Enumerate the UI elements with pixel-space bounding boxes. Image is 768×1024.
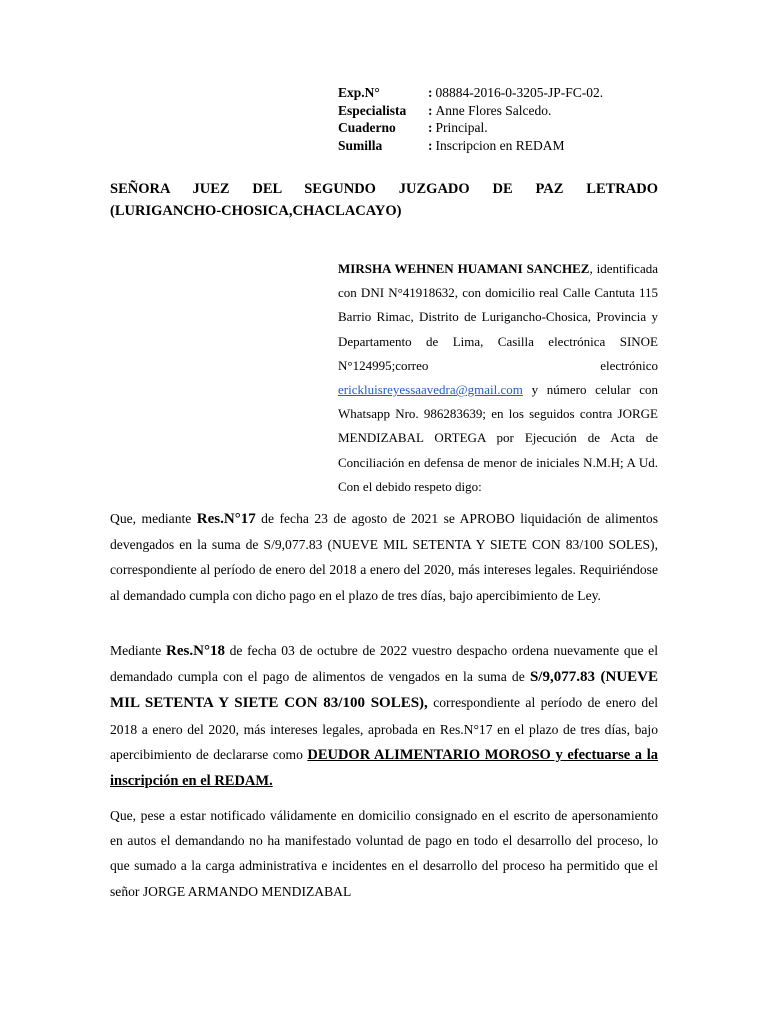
amount: S/9,077.83 (NUEVE MIL SETENTA Y SIETE CON 83/100 SOLES),	[110, 669, 659, 712]
addressee-line-2: (LURIGANCHO-CHOSICA,CHACLACAYO)	[110, 203, 402, 219]
header-value: Principal.	[435, 120, 488, 135]
p2-text-c: correspondiente al período de enero del 2018 a enero del 2020, más intereses legales, aprobada en Res.N°17 en el plazo de tres días, bajo apercibimiento de declararse como	[110, 695, 658, 762]
paragraph-1	[110, 506, 658, 608]
plaintiff-name: MIRSHA WEHNEN HUAMANI SANCHEZ	[338, 261, 590, 276]
header-label: Especialista	[338, 102, 407, 118]
paragraph-3	[110, 803, 658, 904]
header-label: Sumilla	[338, 137, 383, 153]
resolution-17: Res.N°17	[196, 511, 256, 527]
header-row-especialista	[338, 102, 603, 120]
header-value: Inscripcion en REDAM	[435, 137, 565, 153]
paragraph-2	[110, 638, 658, 794]
header-label: Cuaderno	[338, 120, 396, 135]
header-row-cuaderno	[338, 119, 603, 137]
party-introduction	[338, 257, 658, 499]
header-value: 08884-2016-0-3205-JP-FC-02.	[435, 85, 604, 100]
p2-text-b: de fecha 03 de octubre de 2022 vuestro despacho ordena nuevamente que el demandado cumpla con el pago de alimentos de vengados en la suma de	[110, 643, 658, 685]
header-separator: :	[428, 102, 433, 118]
header-separator: :	[428, 120, 433, 135]
party-text-b: y número celular con Whatsapp Nro. 986283639; en los seguidos contra JORGE MENDIZABAL ORTEGA por Ejecución de Acta de Conciliación en defensa de menor de iniciales N.M.H; A Ud. Con el debido respeto digo:	[338, 382, 658, 494]
header-value: Anne Flores Salcedo.	[435, 102, 552, 118]
addressee	[110, 178, 658, 222]
addressee-line-1: SEÑORA JUEZ DEL SEGUNDO JUZGADO DE PAZ LETRADO	[110, 181, 658, 197]
p1-text-b: de fecha 23 de agosto de 2021 se APROBO liquidación de alimentos devengados en la suma de S/9,077.83 (NUEVE MIL SETENTA Y SIETE CON 83/100 SOLES), correspondiente al período de enero del 2018 a enero del 2020, más intereses legales. Requiriéndose al demandado cumpla con dicho pago en el plazo de tres días, bajo apercibimiento de Ley.	[110, 511, 658, 603]
p2-text-a: Mediante	[110, 643, 167, 658]
header-row-exp	[338, 84, 603, 102]
header-separator: :	[428, 85, 433, 100]
party-text-a: , identificada con DNI N°41918632, con domicilio real Calle Cantuta 115 Barrio Rimac, Distrito de Lurigancho-Chosica, Provincia y Departamento de Lima, Casilla electrónica SINOE N°124995;correo electrónico	[338, 261, 658, 373]
header-label: Exp.N°	[338, 85, 380, 100]
debtor-emphasis: DEUDOR ALIMENTARIO MOROSO y efectuarse a la inscripción en el REDAM.	[110, 746, 658, 790]
header-separator: :	[428, 137, 433, 153]
case-header	[338, 84, 603, 154]
email-link[interactable]: erickluisreyessaavedra@gmail.com	[338, 382, 523, 398]
p1-text-a: Que, mediante	[110, 511, 197, 526]
p3-text: Que, pese a estar notificado válidamente en domicilio consignado en el escrito de apersonamiento en autos el demandando no ha manifestado voluntad de pago en todo el desarrollo del proceso, lo que sumado a la carga administrativa e incidentes en el desarrollo del proceso ha permitido que el señor JORGE ARMANDO MENDIZABAL	[110, 808, 658, 899]
resolution-18: Res.N°18	[166, 643, 225, 659]
header-row-sumilla	[338, 137, 603, 155]
